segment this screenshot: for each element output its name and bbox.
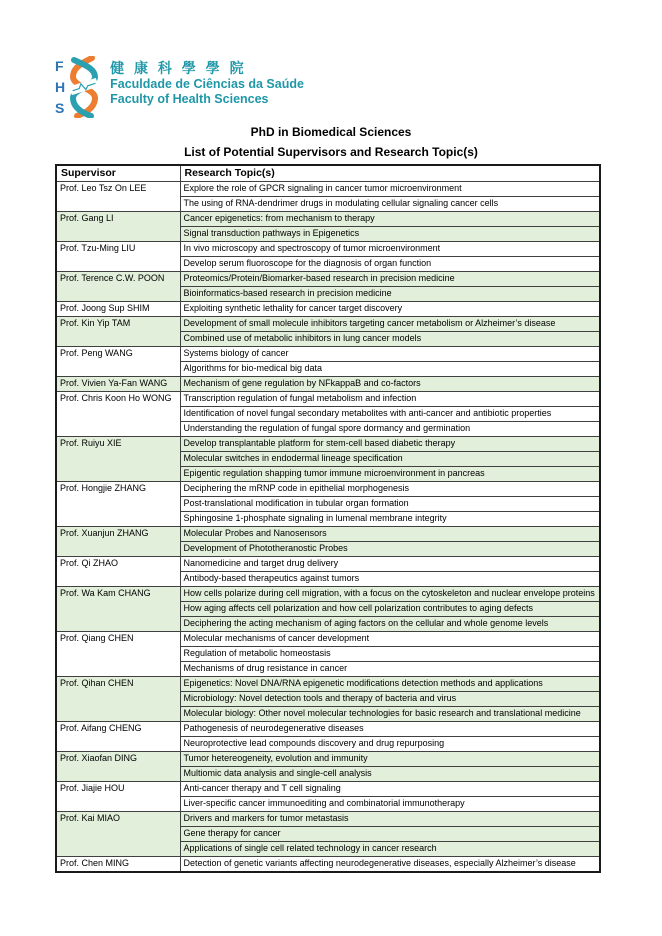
table-row — [56, 556, 600, 571]
header-research-topics: Research Topic(s) — [180, 165, 600, 181]
table-row — [56, 586, 600, 601]
fhs-letter-s: S — [55, 100, 65, 116]
research-topic-cell: Development of Phototheranostic Probes — [180, 541, 600, 556]
table-row — [56, 316, 600, 331]
supervisor-cell: Prof. Gang LI — [56, 211, 180, 241]
supervisor-cell: Prof. Terence C.W. POON — [56, 271, 180, 301]
research-topic-cell: Develop serum fluoroscope for the diagnosis of organ function — [180, 256, 600, 271]
table-row — [56, 181, 600, 196]
research-topic-cell: The using of RNA-dendrimer drugs in modulating cellular signaling cancer cells — [180, 196, 600, 211]
logo-portuguese-name: Faculdade de Ciências da Saúde — [110, 77, 304, 91]
research-topic-cell: Proteomics/Protein/Biomarker-based research in precision medicine — [180, 271, 600, 286]
dna-helix-icon — [67, 56, 101, 118]
fhs-acronym — [55, 59, 65, 115]
supervisor-cell: Prof. Vivien Ya-Fan WANG — [56, 376, 180, 391]
research-topic-cell: Algorithms for bio-medical big data — [180, 361, 600, 376]
table-row — [56, 856, 600, 872]
table-row — [56, 631, 600, 646]
logo-chinese-name: 健 康 科 學 學 院 — [110, 60, 247, 76]
table-row — [56, 526, 600, 541]
supervisor-cell: Prof. Tzu-Ming LIU — [56, 241, 180, 271]
document-titles — [0, 125, 662, 160]
supervisor-cell: Prof. Joong Sup SHIM — [56, 301, 180, 316]
supervisor-cell: Prof. Hongjie ZHANG — [56, 481, 180, 526]
table-row — [56, 241, 600, 256]
table-row — [56, 481, 600, 496]
supervisor-cell: Prof. Qi ZHAO — [56, 556, 180, 586]
fhs-letter-h: H — [55, 79, 66, 95]
supervisor-cell: Prof. Leo Tsz On LEE — [56, 181, 180, 211]
research-topic-cell: Explore the role of GPCR signaling in cancer tumor microenvironment — [180, 181, 600, 196]
research-topic-cell: Multiomic data analysis and single-cell analysis — [180, 766, 600, 781]
research-topic-cell: Deciphering the acting mechanism of aging factors on the cellular and whole genome levels — [180, 616, 600, 631]
research-topic-cell: Epigenetics: Novel DNA/RNA epigenetic modifications detection methods and applications — [180, 676, 600, 691]
research-topic-cell: Drivers and markers for tumor metastasis — [180, 811, 600, 826]
table-row — [56, 721, 600, 736]
supervisor-cell: Prof. Chen MING — [56, 856, 180, 872]
supervisor-cell: Prof. Chris Koon Ho WONG — [56, 391, 180, 436]
supervisor-cell: Prof. Ruiyu XIE — [56, 436, 180, 481]
research-topic-cell: Mechanisms of drug resistance in cancer — [180, 661, 600, 676]
research-topic-cell: Neuroprotective lead compounds discovery and drug repurposing — [180, 736, 600, 751]
research-topic-cell: Bioinformatics-based research in precision medicine — [180, 286, 600, 301]
table-row — [56, 376, 600, 391]
research-topic-cell: Epigentic regulation shapping tumor immune microenvironment in pancreas — [180, 466, 600, 481]
research-topic-cell: Develop transplantable platform for stem-cell based diabetic therapy — [180, 436, 600, 451]
research-topic-cell: Microbiology: Novel detection tools and therapy of bacteria and virus — [180, 691, 600, 706]
supervisor-cell: Prof. Peng WANG — [56, 346, 180, 376]
table-row — [56, 346, 600, 361]
research-topic-cell: Molecular mechanisms of cancer development — [180, 631, 600, 646]
logo-wordmark — [110, 60, 304, 107]
research-topic-cell: Exploiting synthetic lethality for cancer target discovery — [180, 301, 600, 316]
supervisor-cell: Prof. Wa Kam CHANG — [56, 586, 180, 631]
research-topic-cell: How cells polarize during cell migration, with a focus on the cytoskeleton and nuclear envelope proteins — [180, 586, 600, 601]
research-topic-cell: Cancer epigenetics: from mechanism to therapy — [180, 211, 600, 226]
research-topic-cell: Molecular Probes and Nanosensors — [180, 526, 600, 541]
research-topic-cell: Pathogenesis of neurodegenerative diseases — [180, 721, 600, 736]
research-topic-cell: Tumor hetereogeneity, evolution and immunity — [180, 751, 600, 766]
research-topic-cell: In vivo microscopy and spectroscopy of tumor microenvironment — [180, 241, 600, 256]
supervisors-table — [55, 164, 601, 873]
supervisor-cell: Prof. Jiajie HOU — [56, 781, 180, 811]
page-title: PhD in Biomedical Sciences — [250, 125, 412, 139]
header-supervisor: Supervisor — [56, 165, 180, 181]
table-row — [56, 436, 600, 451]
research-topic-cell: Post-translational modification in tubular organ formation — [180, 496, 600, 511]
research-topic-cell: Liver-specific cancer immunoediting and combinatorial immunotherapy — [180, 796, 600, 811]
supervisor-cell: Prof. Aifang CHENG — [56, 721, 180, 751]
research-topic-cell: Regulation of metabolic homeostasis — [180, 646, 600, 661]
research-topic-cell: Systems biology of cancer — [180, 346, 600, 361]
supervisor-table-body — [56, 181, 600, 872]
supervisor-cell: Prof. Qiang CHEN — [56, 631, 180, 676]
table-header-row — [56, 165, 600, 181]
research-topic-cell: Mechanism of gene regulation by NFkappaB and co-factors — [180, 376, 600, 391]
supervisor-cell: Prof. Xiaofan DING — [56, 751, 180, 781]
research-topic-cell: Molecular biology: Other novel molecular technologies for basic research and translational medicine — [180, 706, 600, 721]
research-topic-cell: Sphingosine 1-phosphate signaling in lumenal membrane integrity — [180, 511, 600, 526]
research-topic-cell: Antibody-based therapeutics against tumors — [180, 571, 600, 586]
table-row — [56, 781, 600, 796]
research-topic-cell: Molecular switches in endodermal lineage specification — [180, 451, 600, 466]
research-topic-cell: Combined use of metabolic inhibitors in lung cancer models — [180, 331, 600, 346]
table-row — [56, 751, 600, 766]
table-row — [56, 301, 600, 316]
supervisor-cell: Prof. Kai MIAO — [56, 811, 180, 856]
fhs-letter-f: F — [55, 58, 64, 74]
research-topic-cell: Detection of genetic variants affecting neurodegenerative diseases, especially Alzheimer’s disease — [180, 856, 600, 872]
research-topic-cell: Development of small molecule inhibitors targeting cancer metabolism or Alzheimer’s disease — [180, 316, 600, 331]
logo-english-name: Faculty of Health Sciences — [110, 92, 269, 106]
table-row — [56, 811, 600, 826]
research-topic-cell: Applications of single cell related technology in cancer research — [180, 841, 600, 856]
page-subtitle: List of Potential Supervisors and Research Topic(s) — [184, 145, 478, 159]
table-row — [56, 676, 600, 691]
research-topic-cell: Deciphering the mRNP code in epithelial morphogenesis — [180, 481, 600, 496]
supervisor-cell: Prof. Kin Yip TAM — [56, 316, 180, 346]
supervisor-cell: Prof. Qihan CHEN — [56, 676, 180, 721]
table-row — [56, 271, 600, 286]
table-row — [56, 391, 600, 406]
research-topic-cell: Signal transduction pathways in Epigenetics — [180, 226, 600, 241]
table-row — [56, 211, 600, 226]
research-topic-cell: Nanomedicine and target drug delivery — [180, 556, 600, 571]
fhs-logo — [55, 56, 304, 118]
supervisor-cell: Prof. Xuanjun ZHANG — [56, 526, 180, 556]
research-topic-cell: Anti-cancer therapy and T cell signaling — [180, 781, 600, 796]
research-topic-cell: How aging affects cell polarization and how cell polarization contributes to aging defects — [180, 601, 600, 616]
research-topic-cell: Transcription regulation of fungal metabolism and infection — [180, 391, 600, 406]
research-topic-cell: Identification of novel fungal secondary metabolites with anti-cancer and antibiotic properties — [180, 406, 600, 421]
research-topic-cell: Understanding the regulation of fungal spore dormancy and germination — [180, 421, 600, 436]
research-topic-cell: Gene therapy for cancer — [180, 826, 600, 841]
